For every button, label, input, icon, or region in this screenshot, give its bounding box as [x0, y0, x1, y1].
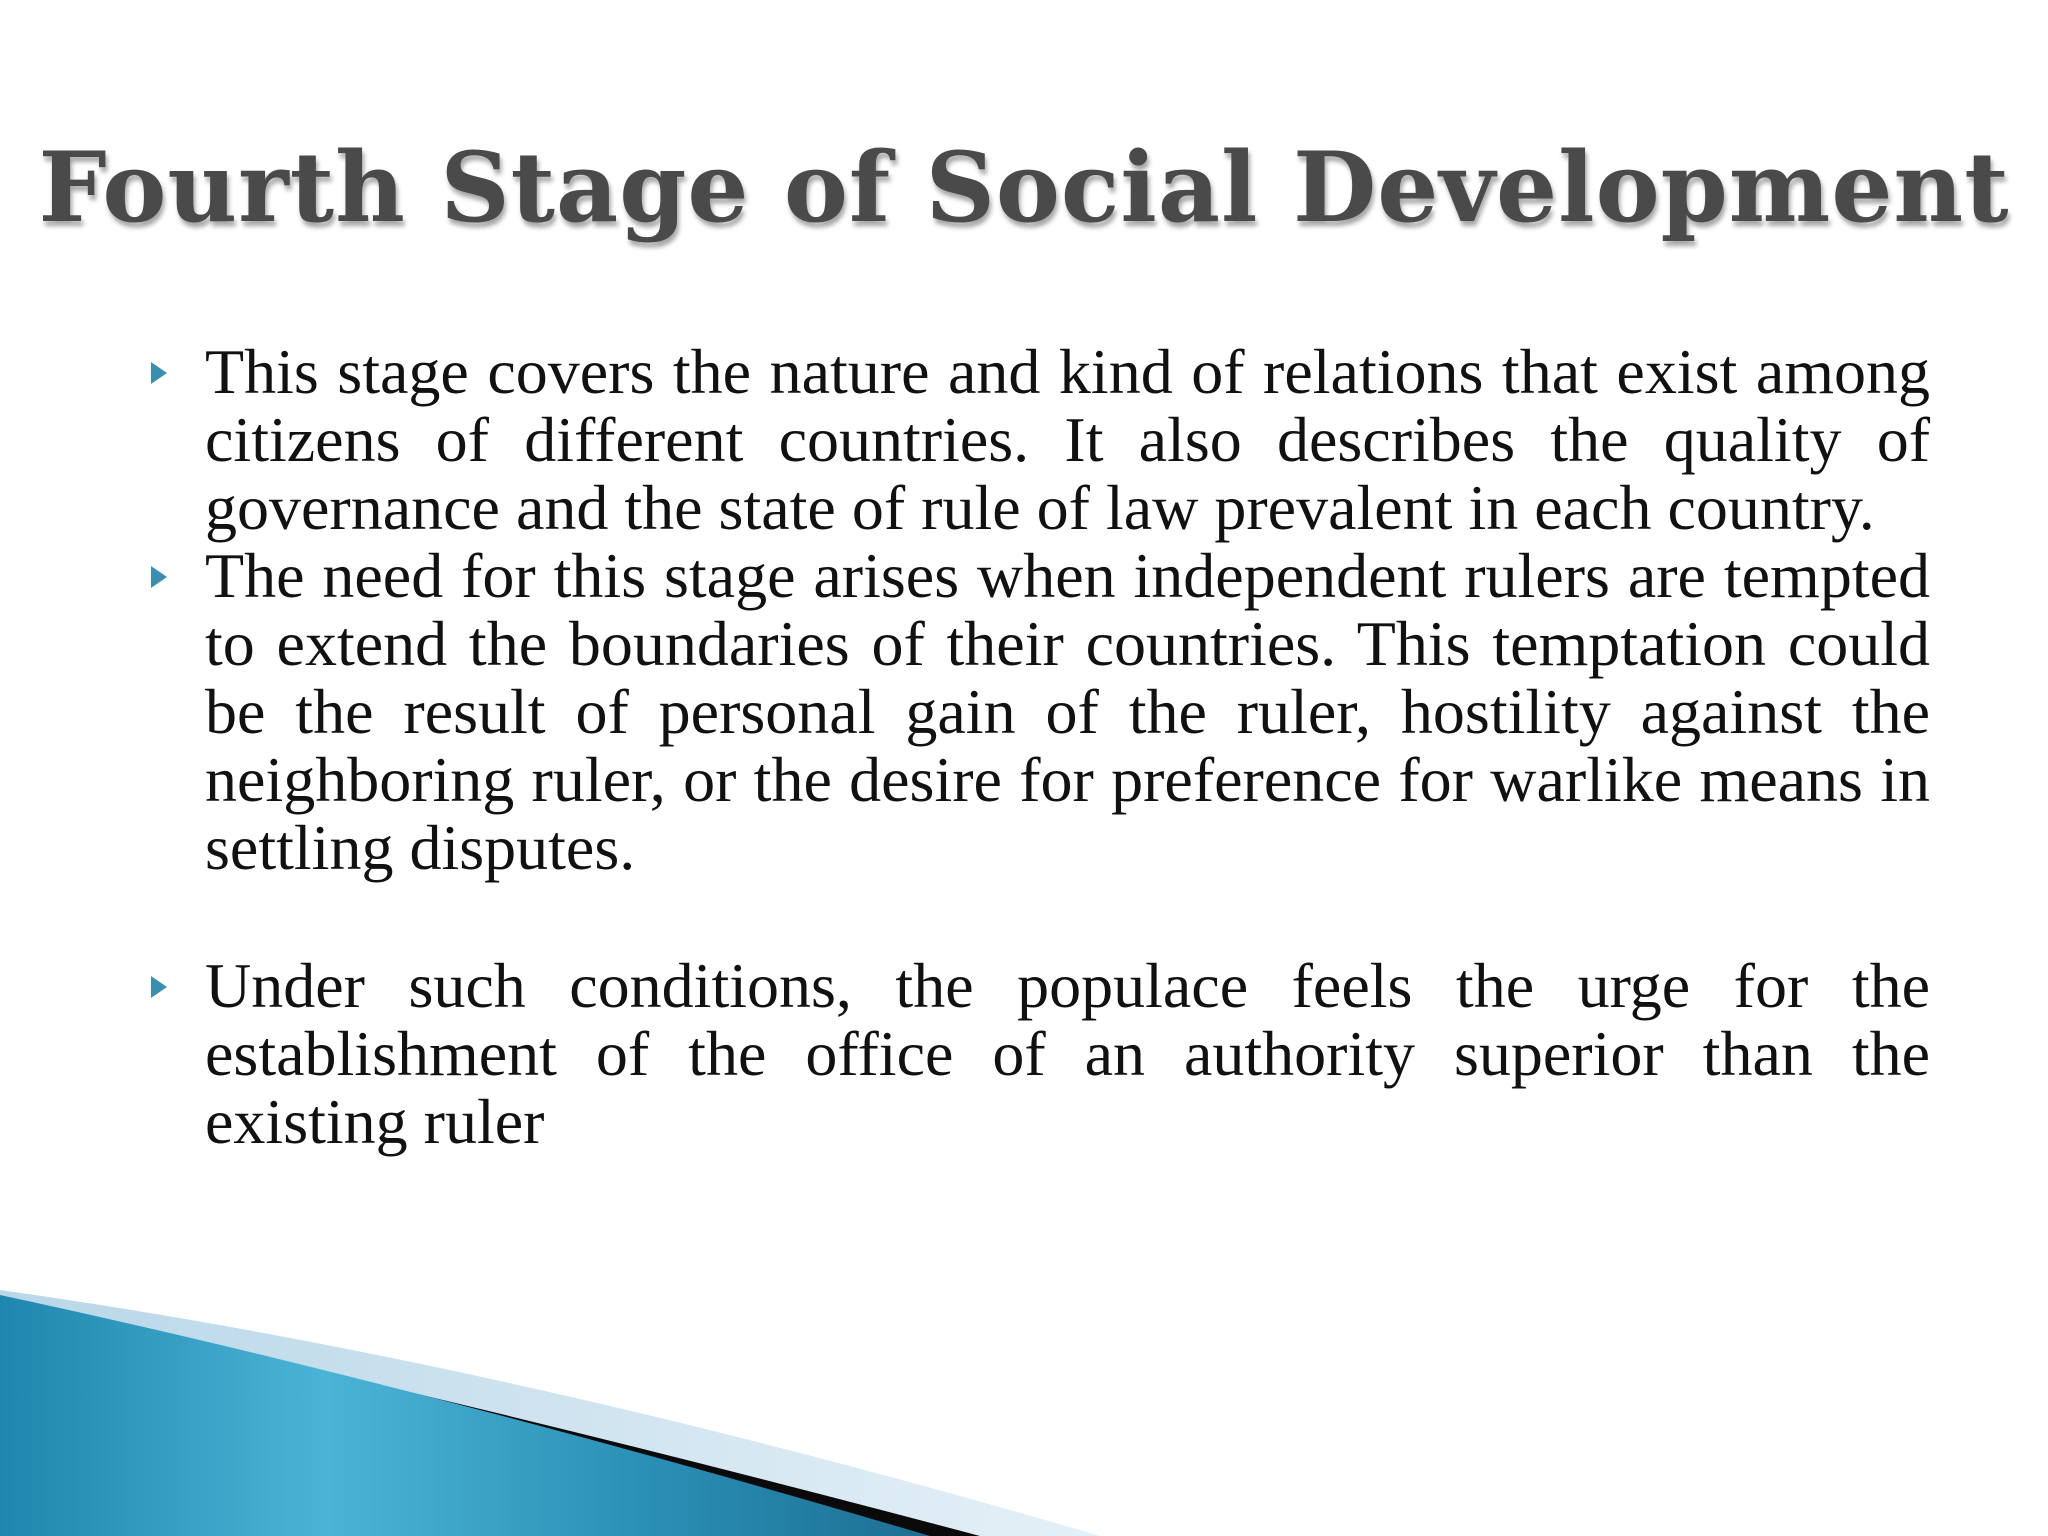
triangle-right-icon: [145, 952, 205, 1020]
bullet-text: This stage covers the nature and kind of relations that exist among citizens of different countries. It also describes the quality of governance and the state of rule of law prevalent in each country.: [205, 336, 1930, 543]
wave-teal-band: [0, 1295, 930, 1536]
wave-light-band: [0, 1290, 1100, 1536]
slide-title: Fourth Stage of Social Development: [38, 131, 2010, 244]
bullet-text: Under such conditions, the populace feels the urge for the establishment of the office of an authority superior than the existing ruler: [205, 950, 1930, 1157]
list-item: [145, 338, 1930, 542]
bullet-list: [145, 338, 1930, 1156]
bullet-text: The need for this stage arises when independent rulers are tempted to extend the boundaries of their countries. This temptation could be the result of personal gain of the ruler, hostility against the neighboring ruler, or the desire for preference for warlike means in settling disputes.: [205, 540, 1930, 883]
wave-black-band: [0, 1300, 980, 1536]
triangle-right-icon: [145, 542, 205, 610]
triangle-right-icon: [145, 338, 205, 406]
list-item: [145, 542, 1930, 882]
list-item: [145, 952, 1930, 1156]
